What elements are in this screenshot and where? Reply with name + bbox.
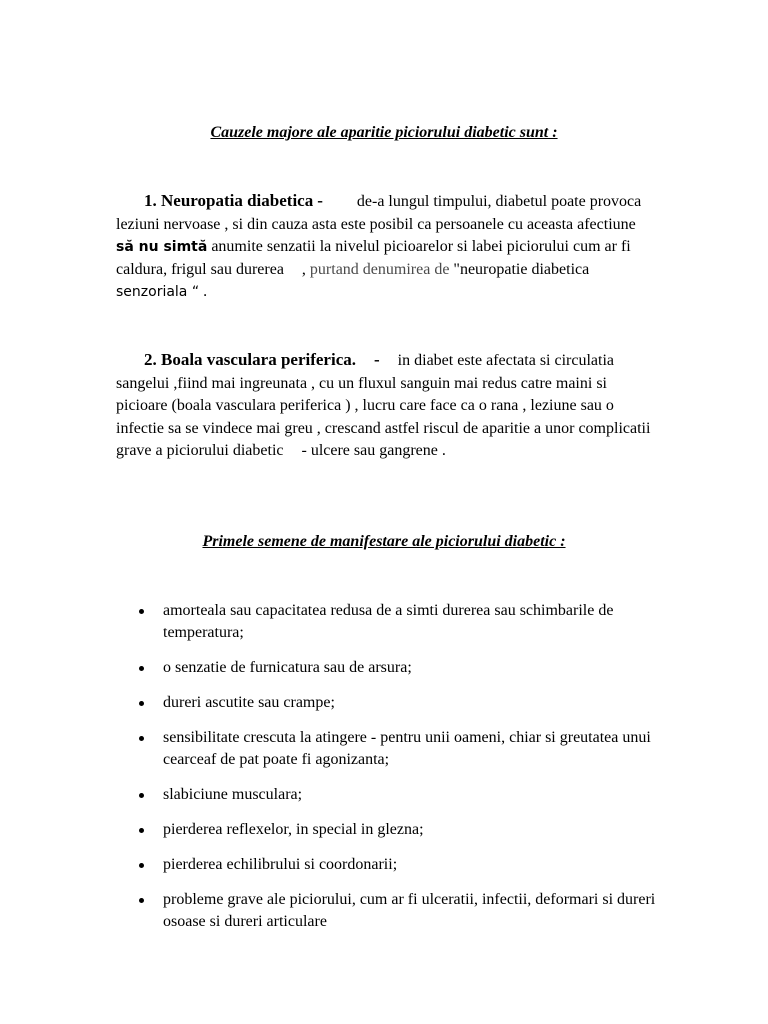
section-neuropathy-grey-text: purtand denumirea de: [309, 260, 454, 278]
bullet-icon: [139, 666, 144, 671]
section-neuropathy-dash: -: [317, 191, 323, 210]
section-vascular: [116, 349, 656, 463]
symptoms-list: [0, 600, 768, 946]
section-neuropathy-title: 1. Neuropatia diabetica: [144, 191, 314, 210]
list-item: probleme grave ale piciorului, cum ar fi ulceratii, infectii, deformari si dureri osoase si dureri articulare: [0, 889, 663, 933]
bullet-icon: [139, 701, 144, 706]
section-vascular-title: 2. Boala vasculara periferica.: [144, 350, 356, 369]
section-neuropathy-emphasis-2: senzoriala “: [116, 284, 200, 300]
bullet-icon: [139, 736, 144, 741]
section-neuropathy-text-d: "neuropatie diabetica: [453, 260, 590, 278]
list-item: pierderea echilibrului si coordonarii;: [0, 854, 663, 876]
section-neuropathy-emphasis: să nu simtă: [116, 239, 208, 255]
bullet-icon: [139, 609, 144, 614]
list-item: amorteala sau capacitatea redusa de a simti durerea sau schimbarile de temperatura;: [0, 600, 663, 644]
list-item: slabiciune musculara;: [0, 784, 663, 806]
bullet-icon: [139, 898, 144, 903]
causes-heading: Cauzele majore ale aparitie piciorului diabetic sunt :: [210, 124, 558, 141]
section-neuropathy-text-c: ,: [301, 260, 310, 278]
list-item: sensibilitate crescuta la atingere - pentru unii oameni, chiar si greutatea unui cearceaf de pat poate fi agonizanta;: [0, 727, 663, 771]
section-neuropathy-text-b: anumite senzatii la nivelul picioarelor si labei piciorului cum ar fi caldura, frigul sau durerea: [116, 238, 631, 278]
section-vascular-text-b: - ulcere sau gangrene .: [301, 442, 446, 459]
list-item: o senzatie de furnicatura sau de arsura;: [0, 657, 663, 679]
section-vascular-dash: -: [374, 350, 380, 369]
bullet-icon: [139, 828, 144, 833]
list-item: dureri ascutite sau crampe;: [0, 692, 663, 714]
list-item: pierderea reflexelor, in special in glezna;: [0, 819, 663, 841]
section-neuropathy: [116, 190, 656, 304]
bullet-icon: [139, 793, 144, 798]
section-neuropathy-text-e: .: [199, 283, 208, 300]
section-neuropathy-text-a: de-a lungul timpului, diabetul poate provoca leziuni nervoase , si din cauza asta este posibil ca persoanele cu aceasta afectiune: [116, 193, 642, 233]
signs-heading: Primele semene de manifestare ale piciorului diabetic :: [202, 533, 566, 550]
bullet-icon: [139, 863, 144, 868]
section-vascular-text-a: in diabet este afectata si circulatia sangelui ,fiind mai ingreunata , cu un fluxul sanguin mai redus catre maini si picioare (boala vasculara periferica ) , lucru care face ca o rana , leziune sau o infectie sa se vindece mai greu , crescand astfel riscul de aparitie a unor complicatii grave a piciorului diabetic: [116, 352, 651, 459]
